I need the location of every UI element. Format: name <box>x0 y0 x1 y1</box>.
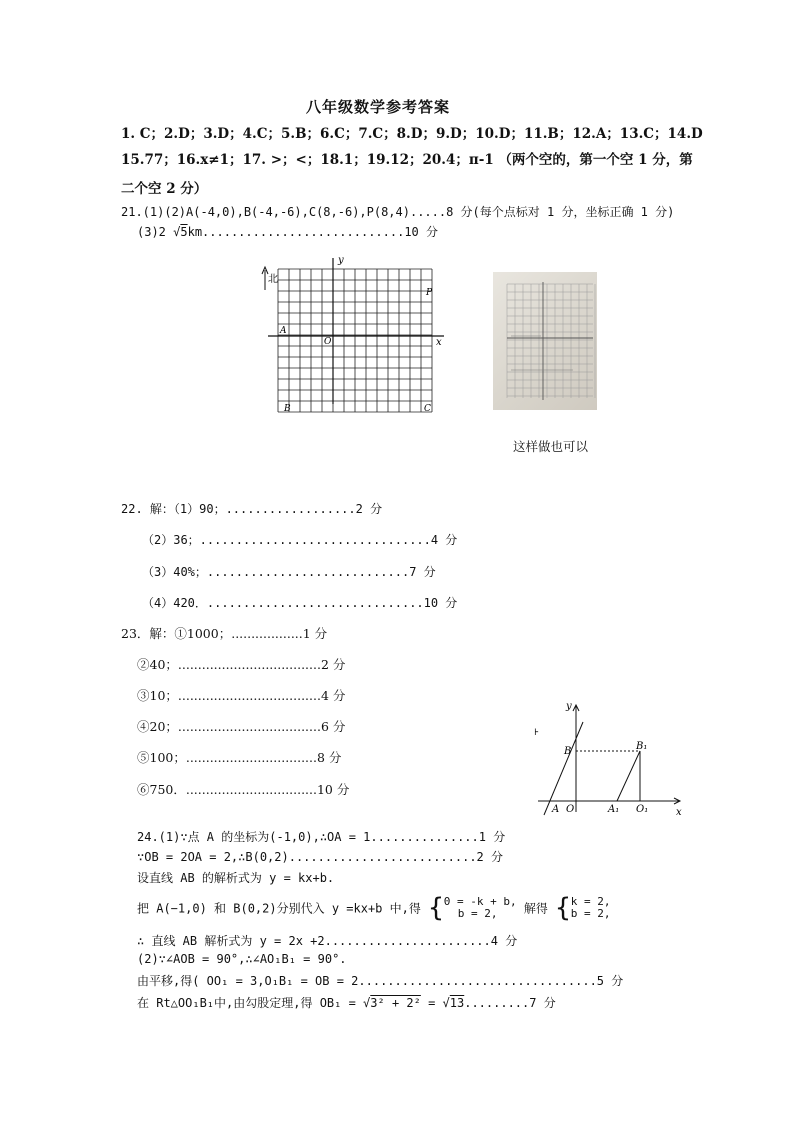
grid-lines <box>278 269 432 412</box>
north-label: 北 <box>268 274 278 285</box>
graph-a1-label: A₁ <box>608 804 620 815</box>
q23-line-3: ③10；....................................4 分 <box>137 688 346 703</box>
page-title: 八年级数学参考答案 <box>306 98 451 116</box>
q23-line-4: ④20；....................................6 分 <box>137 719 346 734</box>
equation-system-1 <box>444 896 517 920</box>
q24-line-8-equals: = <box>420 996 443 1010</box>
sqrt-symbol: √ <box>173 225 181 239</box>
photo-grid-sketch <box>493 272 597 410</box>
graph-y-label: y <box>566 701 572 712</box>
q24-line-8-radicand: 3² + 2² <box>370 996 421 1010</box>
q22-line-1: 22. 解：（1）90；..................2 分 <box>121 502 383 516</box>
handwritten-answer-photo <box>493 272 597 410</box>
graph-b1-label: B₁ <box>636 741 648 752</box>
fill-answers-line2: 二个空 2 分） <box>121 181 208 197</box>
choice-answers: 1. C；2.D；3.D；4.C；5.B；6.C；7.C；8.D；9.D；10.D；11.B；12.A；13.C；14.D <box>121 126 703 142</box>
grid-y-label: y <box>338 255 344 266</box>
system-brace-1: { <box>428 893 444 923</box>
q22-line-2: （2）36；................................4 分 <box>142 533 458 547</box>
q24-line-2: ∵OB = 2OA = 2,∴B(0,2)..........................2 分 <box>137 850 504 864</box>
q21-line2-prefix: (3)2 <box>137 225 174 239</box>
graph-o-label: O <box>566 804 575 815</box>
q24-line-4-text: 把 A(−1,0) 和 B(0,2)分别代入 y =kx+b 中,得 <box>137 901 421 916</box>
q23-line-1: 23．解：①1000；..................1 分 <box>121 626 328 641</box>
point-c-label: C <box>424 404 431 414</box>
q24-line-8 <box>137 994 556 1011</box>
coordinate-grid-figure <box>252 252 452 422</box>
graph-x-label: x <box>676 807 682 817</box>
q22-line-3: （3）40%；............................7 分 <box>142 565 436 579</box>
graph-a-label: A <box>552 804 560 815</box>
equation-system-2 <box>571 896 611 920</box>
sqrt-symbol-2: √ <box>363 996 371 1010</box>
q23-line-2: ②40；....................................2 分 <box>137 657 346 672</box>
photo-caption: 这样做也可以 <box>513 439 589 454</box>
eq2-a: k = 2, <box>570 895 611 908</box>
line-a1b1 <box>617 751 640 801</box>
q23-line-6: ⑥750．.................................10 分 <box>137 782 350 797</box>
point-a-label: A <box>280 326 287 336</box>
q22-line-4: （4）420．..............................10 分 <box>142 596 458 610</box>
q21-line2 <box>137 223 438 240</box>
q24-line-1: 24.(1)∵点 A 的坐标为(-1,0),∴OA = 1...............1 分 <box>137 830 506 844</box>
grid-x-label: x <box>436 337 442 348</box>
q24-line-6: (2)∵∠AOB = 90°,∴∠AO₁B₁ = 90°. <box>137 952 347 966</box>
eq1-a: 0 = -k + b, <box>443 895 517 908</box>
point-p-label: P <box>426 288 433 298</box>
system-brace-2: { <box>555 893 571 923</box>
fill-answers-line1: 15.77；16.x≠1；17. >；<；18.1；19.12；20.4；π-1 （两个空的，第一个空 1 分，第 <box>121 152 693 168</box>
grid-origin-label: O <box>324 337 332 347</box>
q24-line-4 <box>137 895 610 921</box>
q21-line2-radicand: 5 <box>180 225 188 239</box>
q24-line-3: 设直线 AB 的解析式为 y = kx+b. <box>137 871 335 885</box>
eq1-b: b = 2, <box>457 907 498 920</box>
q21-line1: 21.(1)(2)A(-4,0),B(-4,-6),C(8,-6),P(8,4).....8 分(每个点标对 1 分，坐标正确 1 分) <box>121 205 675 219</box>
q24-line-5: ∴ 直线 AB 解析式为 y = 2x +2.......................4 分 <box>137 934 518 948</box>
q23-line-5: ⑤100；.................................8 分 <box>137 750 342 765</box>
q21-line2-suffix: km............................10 分 <box>187 225 439 239</box>
q24-line-8-suffix: .........7 分 <box>464 996 556 1010</box>
translation-graph-figure <box>528 697 688 817</box>
eq2-b: b = 2, <box>570 907 611 920</box>
graph-mark: ⊦ <box>534 728 540 738</box>
photo-handwriting <box>511 336 573 370</box>
q24-line-8-radicand2: 13 <box>449 996 465 1010</box>
graph-o1-label: O₁ <box>636 804 649 815</box>
sqrt-symbol-3: √ <box>442 996 450 1010</box>
point-b-label: B <box>284 404 291 414</box>
q24-line-8-prefix: 在 Rt△OO₁B₁中,由勾股定理,得 OB₁ = <box>137 996 364 1010</box>
q24-solve-label: 解得 <box>523 901 548 916</box>
q24-line-7: 由平移,得( OO₁ = 3,O₁B₁ = OB = 2.................................5 分 <box>137 974 624 988</box>
graph-b-label: B <box>564 746 572 757</box>
